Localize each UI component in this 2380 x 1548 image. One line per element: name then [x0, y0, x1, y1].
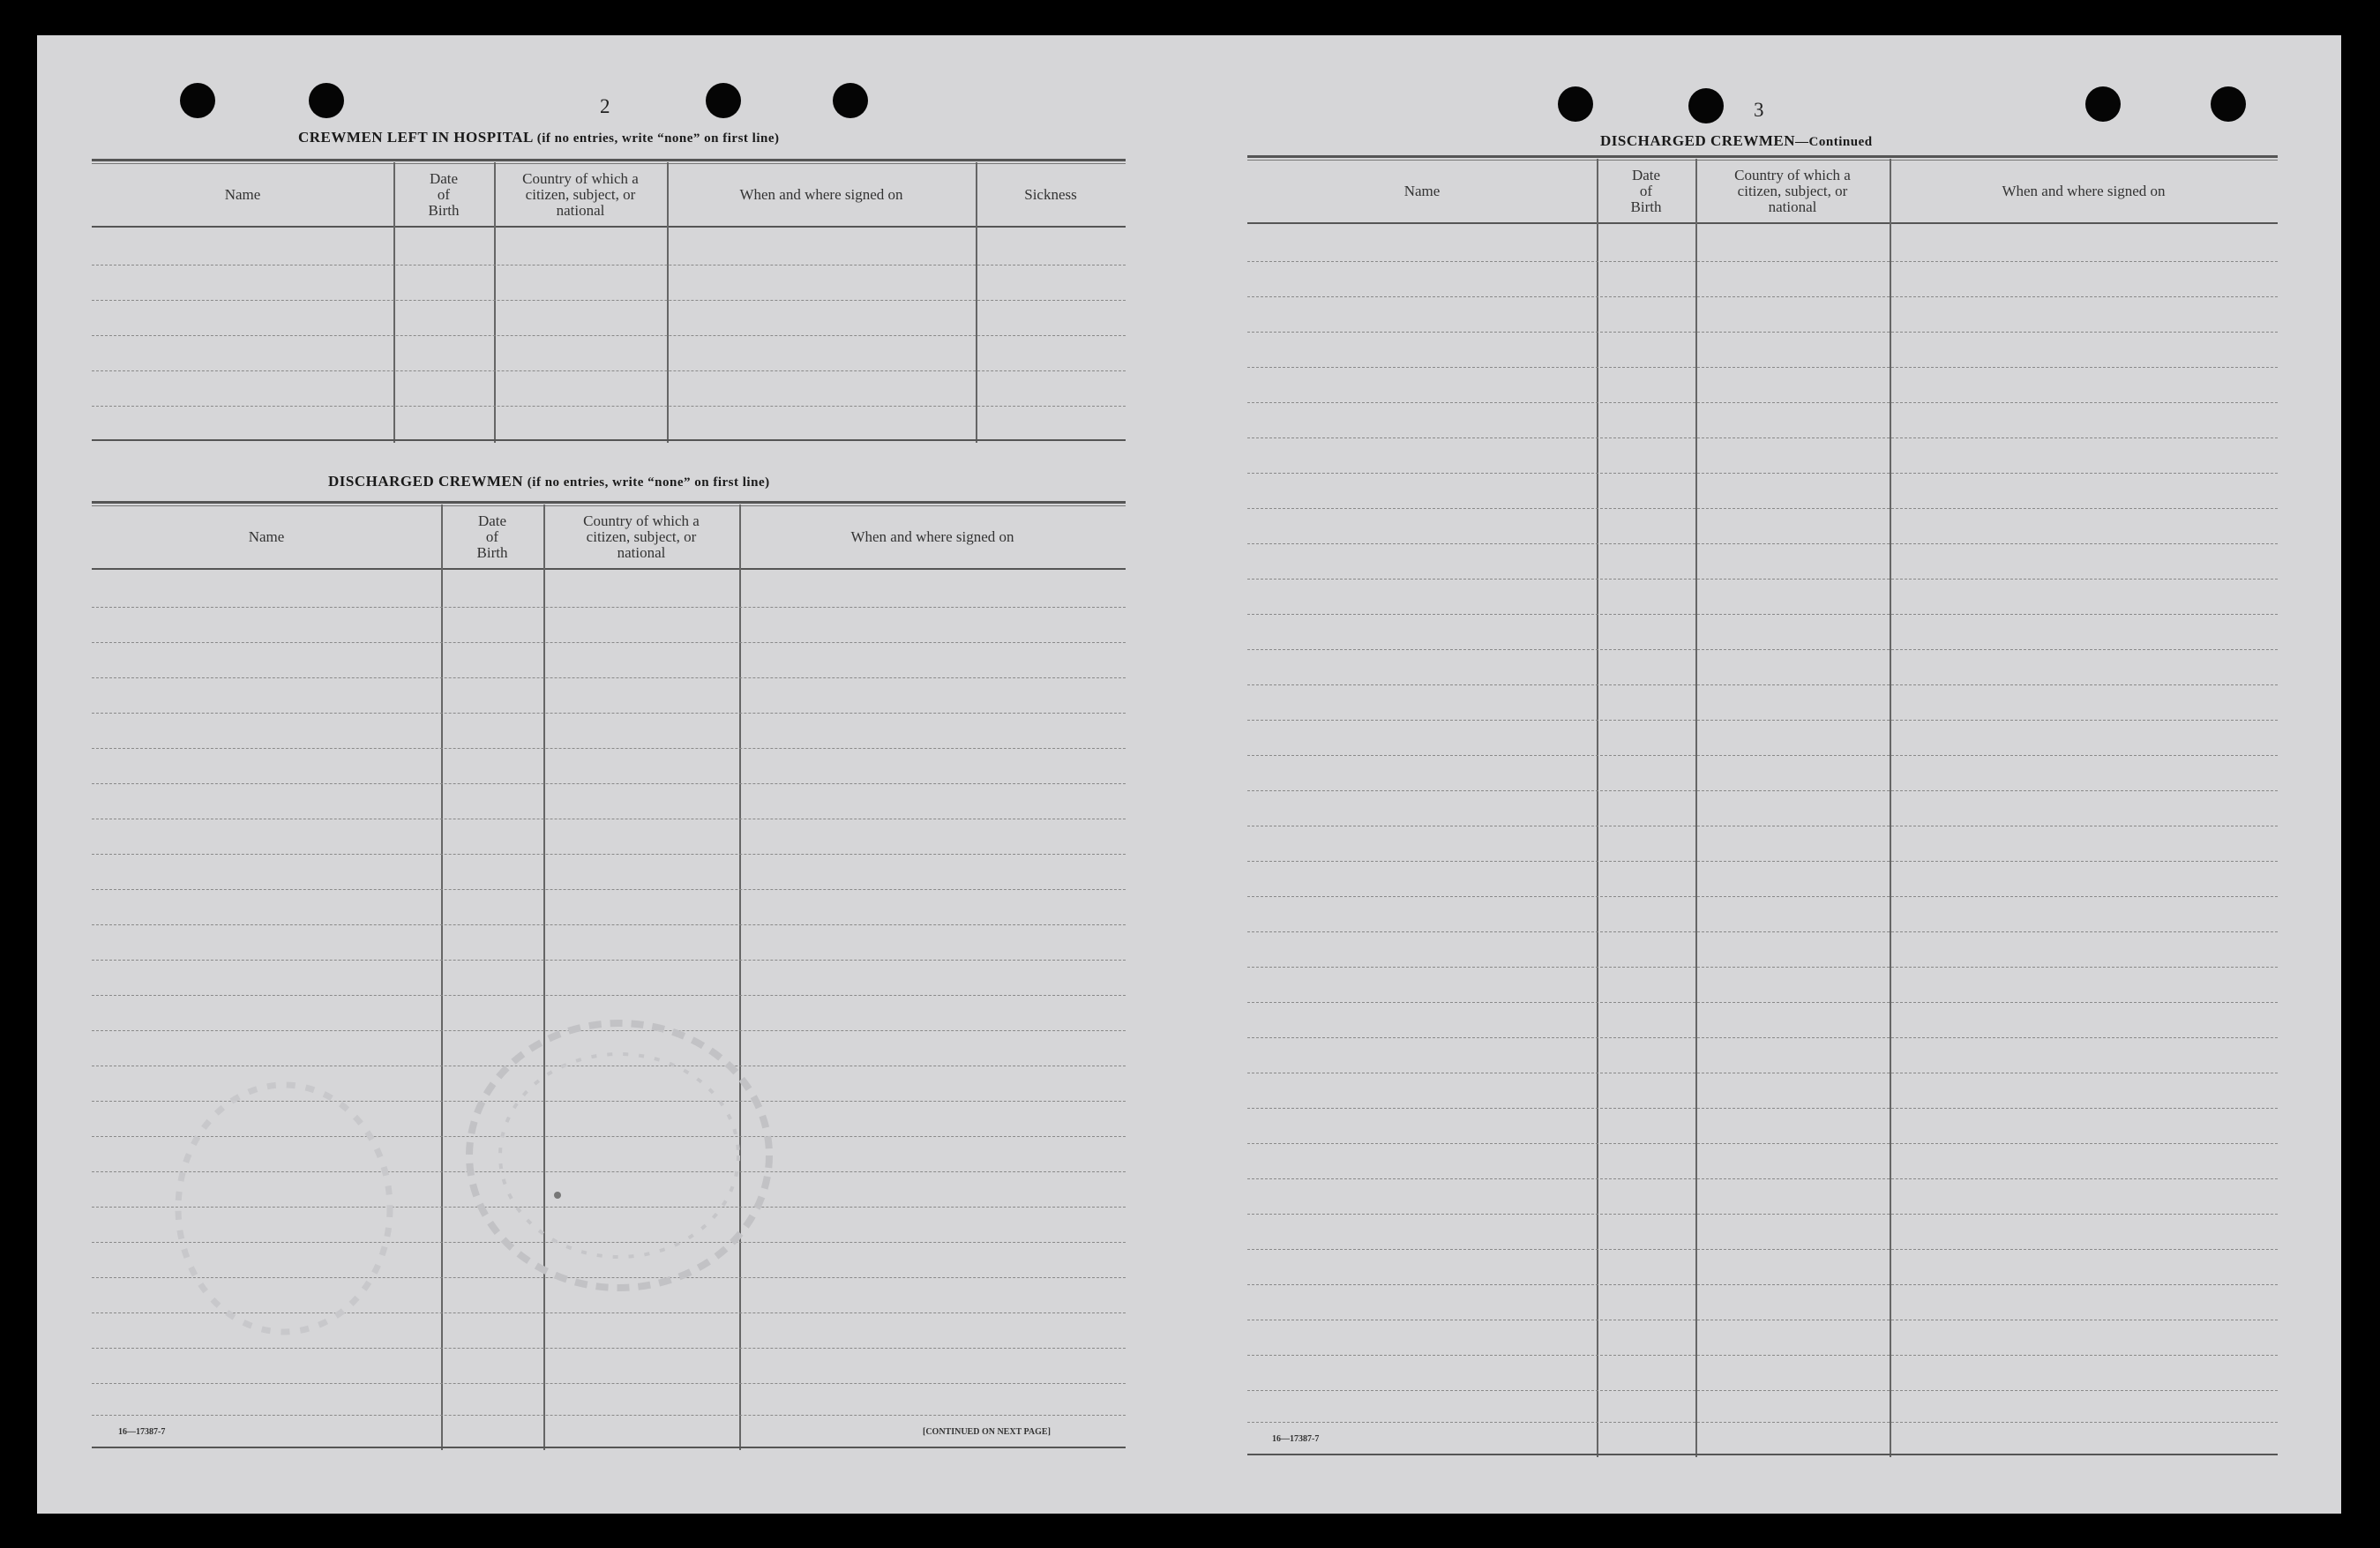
table-top-rule: [1247, 155, 2278, 158]
entry-row-line: [1247, 931, 2278, 932]
col-header-country: [1695, 161, 1890, 222]
right-page-number: 3: [1754, 99, 1764, 121]
entry-row-line: [92, 889, 1126, 890]
entry-row-line: [1247, 684, 2278, 685]
entry-row-line: [92, 370, 1126, 371]
punch-hole: [2211, 86, 2246, 122]
col-header-signed-on: When and where signed on: [739, 186, 903, 203]
entry-row-line: [1247, 473, 2278, 474]
entry-row-line: [1247, 1249, 2278, 1250]
entry-row-line: [92, 748, 1126, 749]
entry-row-line: [1247, 579, 2278, 580]
entry-row-line: [1247, 755, 2278, 756]
col-header-signed-on: When and where signed on: [850, 528, 1014, 545]
entry-row-line: [1247, 614, 2278, 615]
hospital-section-title: [298, 129, 780, 146]
header-text: Country of which a citizen, subject, or national: [1734, 167, 1851, 215]
entry-row-line: [1247, 790, 2278, 791]
entry-row-line: [1247, 1284, 2278, 1285]
punch-hole: [309, 83, 344, 118]
entry-row-line: [1247, 261, 2278, 262]
entry-row-line: [92, 960, 1126, 961]
col-header-date-of-birth: [393, 164, 494, 226]
col-header-date-of-birth: [441, 506, 543, 568]
table-bottom-rule: [1247, 1454, 2278, 1455]
entry-row-line: [92, 995, 1126, 996]
header-text: Date of Birth: [428, 170, 460, 219]
col-header-sickness: Sickness: [1024, 186, 1077, 203]
faint-stamp-mark: [161, 1067, 408, 1350]
header-bottom-rule: [1247, 222, 2278, 224]
punch-hole: [180, 83, 215, 118]
entry-row-line: [92, 924, 1126, 925]
header-bottom-rule: [92, 568, 1126, 570]
table-bottom-rule: [92, 439, 1126, 441]
entry-row-line: [1247, 1002, 2278, 1003]
entry-row-line: [92, 607, 1126, 608]
entry-row-line: [1247, 543, 2278, 544]
entry-row-line: [1247, 896, 2278, 897]
entry-row-line: [92, 1415, 1126, 1416]
left-page-number: 2: [600, 95, 610, 117]
entry-row-line: [1247, 1390, 2278, 1391]
form-sheet: [37, 35, 2341, 1514]
entry-row-line: [92, 335, 1126, 336]
punch-hole: [833, 83, 868, 118]
col-header-date-of-birth: [1597, 161, 1695, 222]
entry-row-line: [92, 1383, 1126, 1384]
column-divider: [1890, 159, 1891, 1457]
col-header-name: Name: [248, 528, 285, 545]
discharged-continued-table: [1247, 155, 2278, 1457]
discharged-continued-title: [1600, 132, 1873, 150]
entry-row-line: [92, 406, 1126, 407]
column-divider: [441, 505, 443, 1450]
entry-row-line: [1247, 1355, 2278, 1356]
punch-hole: [2085, 86, 2121, 122]
entry-row-line: [1247, 367, 2278, 368]
faint-stamp-mark: [452, 1006, 787, 1323]
entry-row-line: [92, 783, 1126, 784]
entry-row-line: [92, 713, 1126, 714]
header-text: Date of Birth: [1630, 167, 1662, 215]
entry-row-line: [1247, 1037, 2278, 1038]
col-header-name: Name: [1403, 183, 1441, 199]
continued-note: [CONTINUED ON NEXT PAGE]: [923, 1427, 1051, 1437]
punch-hole: [1558, 86, 1593, 122]
right-form-number: 16—17387-7: [1272, 1434, 1320, 1444]
discharged-title-text: DISCHARGED CREWMEN: [328, 473, 524, 490]
col-header-country: [543, 506, 739, 568]
entry-row-line: [92, 677, 1126, 678]
column-divider: [1597, 159, 1598, 1457]
entry-row-line: [1247, 861, 2278, 862]
hospital-title-note: (if no entries, write “none” on first line): [536, 131, 780, 146]
table-top-rule: [92, 159, 1126, 161]
discharged-title-note: (if no entries, write “none” on first line): [527, 475, 770, 490]
entry-row-line: [1247, 1214, 2278, 1215]
entry-row-line: [1247, 649, 2278, 650]
entry-row-line: [1247, 508, 2278, 509]
entry-row-line: [1247, 437, 2278, 438]
left-form-number: 16—17387-7: [118, 1427, 166, 1437]
table-bottom-rule: [92, 1447, 1126, 1448]
header-text: Country of which a citizen, subject, or national: [522, 170, 639, 219]
hospital-table: [92, 159, 1126, 443]
entry-row-line: [1247, 1178, 2278, 1179]
entry-row-line: [92, 300, 1126, 301]
column-divider: [1695, 159, 1697, 1457]
discharged-section-title: [328, 473, 770, 490]
entry-row-line: [1247, 332, 2278, 333]
discharged-continued-title-text: DISCHARGED CREWMEN: [1600, 132, 1796, 149]
punch-hole: [1688, 88, 1724, 123]
col-header-signed-on: When and where signed on: [2002, 183, 2166, 199]
punch-hole: [706, 83, 741, 118]
hospital-title-text: CREWMEN LEFT IN HOSPITAL: [298, 129, 533, 146]
header-text: Country of which a citizen, subject, or national: [583, 512, 700, 561]
table-top-rule: [92, 501, 1126, 504]
col-header-country: [494, 164, 667, 226]
entry-row-line: [1247, 1422, 2278, 1423]
entry-row-line: [1247, 296, 2278, 297]
entry-row-line: [1247, 720, 2278, 721]
discharged-continued-note: —Continued: [1795, 135, 1873, 149]
entry-row-line: [1247, 967, 2278, 968]
entry-row-line: [92, 642, 1126, 643]
header-bottom-rule: [92, 226, 1126, 228]
header-text: Date of Birth: [476, 512, 508, 561]
entry-row-line: [1247, 1143, 2278, 1144]
entry-row-line: [1247, 402, 2278, 403]
entry-row-line: [92, 854, 1126, 855]
col-header-name: Name: [224, 186, 261, 203]
entry-row-line: [1247, 1108, 2278, 1109]
